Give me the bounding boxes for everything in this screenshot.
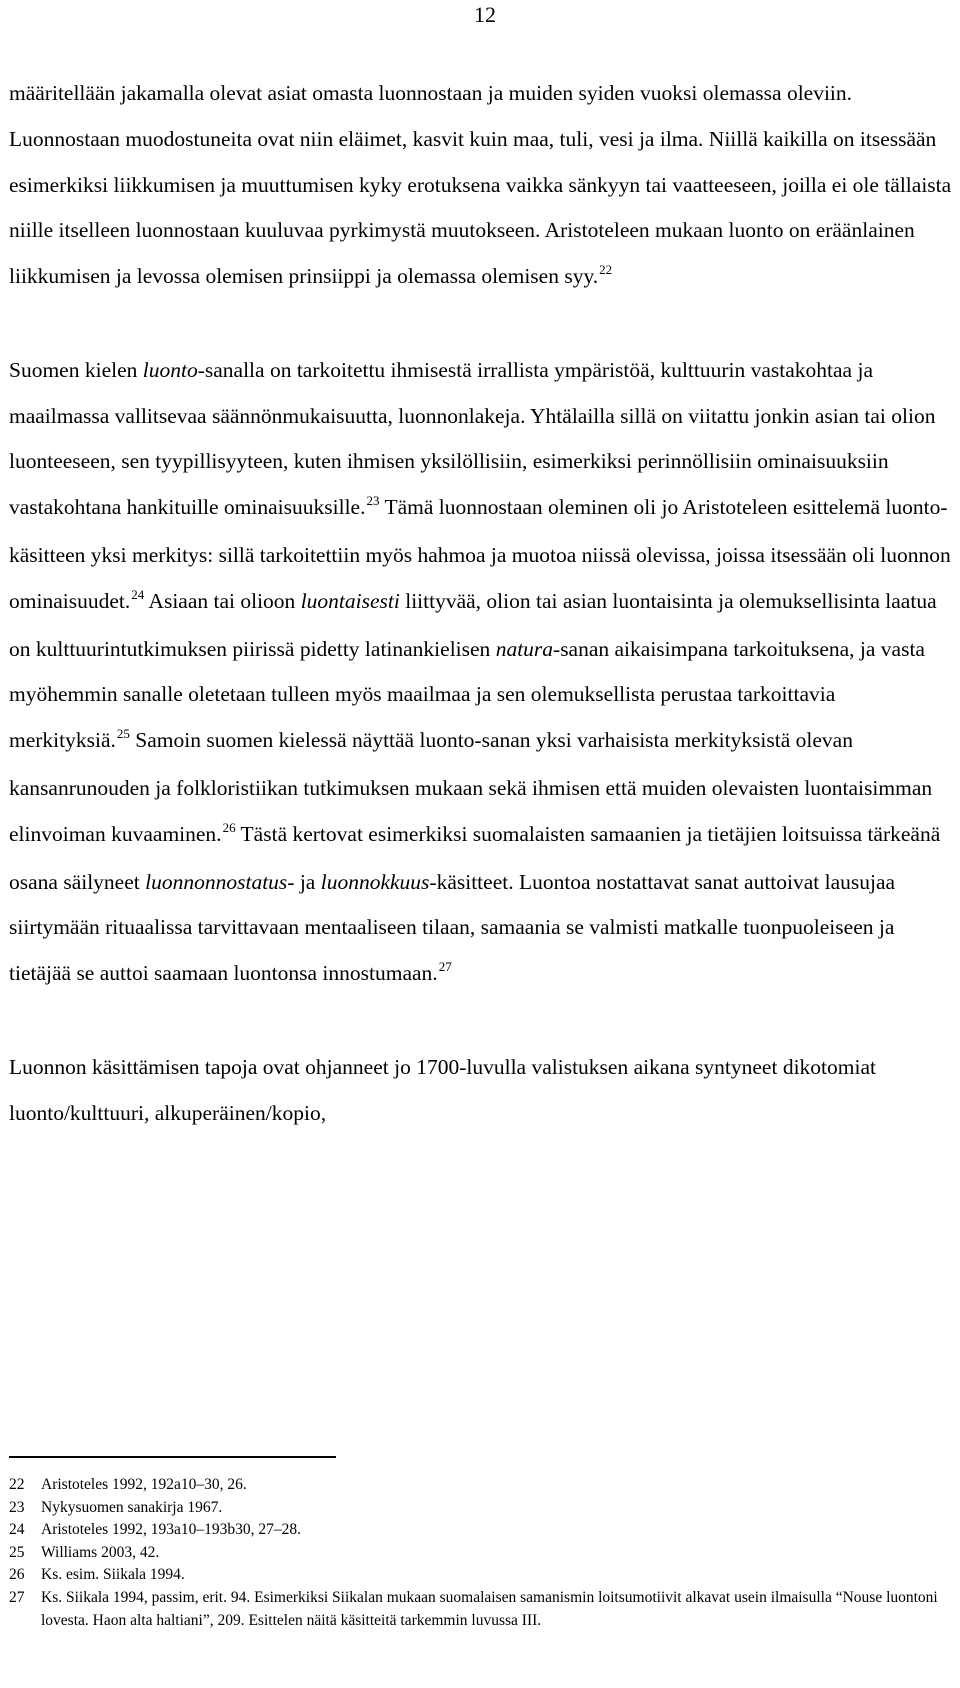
text-run: -sanan aikaisimpana tarkoituksena, ja vasta myöhemmin sanalle oletetaan tulleen myös maailmaa ja sen olemuksellista perustaa tarkoittavia merkityksiä.	[9, 636, 925, 753]
text-run: -sanalla on tarkoitettu ihmisestä irrallista ympäristöä, kulttuurin vastakohtaa ja maailmassa vallitsevaa säännönmukaisuutta, luonnonlakeja. Yhtälailla sillä on viitattu jonkin asian tai olion luonteeseen, sen tyypillisyyteen, kuten ihmisen yksilöllisiin, esimerkiksi perinnöllisiin ominaisuuksiin vastakohtana hankituille ominaisuuksille.	[9, 357, 936, 520]
footnote-reference: 24	[131, 586, 145, 602]
footnote-divider	[9, 1456, 336, 1458]
footnote	[9, 1542, 957, 1565]
text-run: Samoin suomen kielessä näyttää luonto-sanan yksi varhaisista merkityksistä olevan kansanrunouden ja folkloristiikan tutkimuksen mukaan sekä ihmisen että muiden olevaisten luontaisimman elinvoiman kuvaaminen.	[9, 728, 933, 846]
footnote-reference: 26	[222, 819, 236, 835]
footnote	[9, 1564, 957, 1587]
italic-term: luonnonnostatus	[145, 869, 288, 894]
footnote-text: Aristoteles 1992, 193a10–193b30, 27–28.	[41, 1521, 302, 1539]
footnote-number: 26	[9, 1566, 25, 1584]
footnote-number: 25	[9, 1543, 25, 1561]
text-run: Tämä luonnostaan oleminen oli jo Aristoteleen esittelemä luonto-käsitteen yksi merkitys: sillä tarkoitettiin myös hahmoa ja muotoa niissä olevissa, joissa itsessään oli luonnon ominaisuudet.	[9, 495, 951, 613]
paragraph	[9, 1045, 957, 1137]
text-run: liittyvää, olion tai asian luontaisinta ja olemuksellisinta laatua on kulttuurintutkimuksen piirissä pidetty latinankielisen	[9, 588, 937, 661]
italic-term: luonto	[142, 357, 198, 382]
text-run: Luonnon käsittämisen tapoja ovat ohjanneet jo 1700-luvulla valistuksen aikana syntyneet dikotomiat luonto/kulttuuri, alkuperäinen/kopio,	[9, 1054, 876, 1125]
footnote-text: Ks. Siikala 1994, passim, erit. 94. Esimerkiksi Siikalan mukaan suomalaisen samanismin loitsumotiivit alkavat usein ilmaisulla “Nouse luontoni lovesta. Haon alta haltiani”, 209. Esittelen näitä käsitteitä tarkemmin luvussa III.	[41, 1588, 938, 1629]
footnote	[9, 1474, 957, 1497]
footnote-number: 27	[9, 1588, 25, 1606]
footnote-text: Aristoteles 1992, 192a10–30, 26.	[41, 1476, 247, 1493]
footnotes	[9, 1474, 957, 1632]
text-run: -käsitteet. Luontoa nostattavat sanat auttoivat lausujaa siirtymään rituaalissa tarvittavaan mentaaliseen tilaan, samaania se valmisti matkalle tuonpuoleiseen ja tietäjää se auttoi saamaan luontonsa innostumaan.	[9, 869, 896, 986]
text-run: Tästä kertovat esimerkiksi suomalaisten samaanien ja tietäjien loitsuissa tärkeänä osana säilyneet	[9, 821, 941, 894]
text-run: Asiaan tai olioon	[144, 588, 301, 613]
footnote-reference: 27	[438, 959, 452, 975]
paragraph	[9, 71, 957, 302]
footnote	[9, 1519, 957, 1542]
footnote-number: 24	[9, 1521, 25, 1539]
italic-term: luonnokkuus	[320, 869, 430, 894]
footnote	[9, 1587, 957, 1632]
footnote	[9, 1497, 957, 1520]
footnote-text: Williams 2003, 42.	[41, 1543, 160, 1561]
footnote-text: Ks. esim. Siikala 1994.	[41, 1566, 185, 1584]
text-run: - ja	[287, 869, 321, 894]
footnote-reference: 22	[599, 262, 613, 278]
italic-term: luontaisesti	[300, 588, 400, 613]
footnote-number: 22	[9, 1476, 25, 1493]
page-number: 12	[474, 2, 496, 27]
text-run: Suomen kielen	[9, 357, 143, 382]
footnote-reference: 25	[116, 726, 130, 742]
text-run: määritellään jakamalla olevat asiat omasta luonnostaan ja muiden syiden vuoksi olemassa oleviin. Luonnostaan muodostuneita ovat niin eläimet, kasvit kuin maa, tuli, vesi ja ilma. Niillä kaikilla on itsessään esimerkiksi liikkumisen ja muuttumisen kyky erotuksena vaikka sänkyyn tai vaatteeseen, joilla ei ole tällaista niille itselleen luonnostaan kuuluvaa pyrkimystä muutokseen. Aristoteleen mukaan luonto on eräänlainen liikkumisen ja levossa olemisen prinsiippi ja olemassa olemisen syy.	[9, 81, 952, 289]
italic-term: natura	[495, 636, 554, 661]
footnote-text: Nykysuomen sanakirja 1967.	[41, 1498, 223, 1516]
body-text	[9, 71, 957, 1136]
paragraph	[9, 348, 957, 999]
footnote-number: 23	[9, 1498, 25, 1516]
footnote-reference: 23	[366, 493, 380, 509]
